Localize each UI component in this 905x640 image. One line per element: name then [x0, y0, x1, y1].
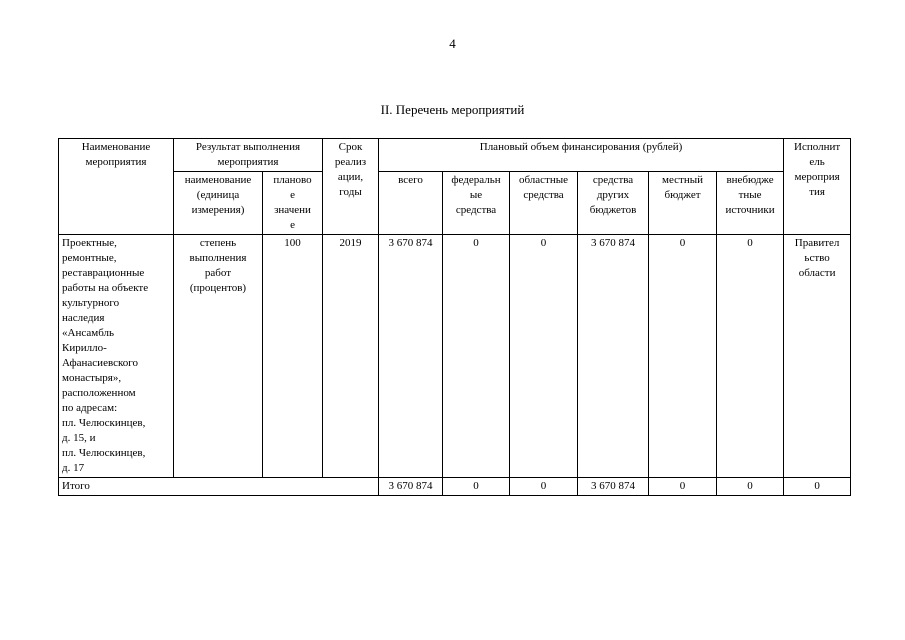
total-regional: 0 [510, 478, 578, 496]
header-funding: Плановый объем финансирования (рублей) [379, 139, 784, 172]
header-row-2 [59, 172, 851, 235]
header-federal: федеральн ые средства [443, 172, 510, 235]
cell-result-planned: 100 [263, 235, 323, 478]
header-result: Результат выполнения мероприятия [174, 139, 323, 172]
header-activity-name: Наименование мероприятия [59, 139, 174, 235]
table-row [59, 235, 851, 478]
header-other-budgets: средства других бюджетов [578, 172, 649, 235]
section-title: II. Перечень мероприятий [380, 102, 525, 117]
header-executor: Исполнит ель мероприя тия [784, 139, 851, 235]
header-local: местный бюджет [649, 172, 717, 235]
total-other-budgets: 3 670 874 [578, 478, 649, 496]
cell-local: 0 [649, 235, 717, 478]
activities-table [58, 138, 851, 496]
header-regional: областные средства [510, 172, 578, 235]
total-executor: 0 [784, 478, 851, 496]
header-result-planned: планово е значени е [263, 172, 323, 235]
header-total: всего [379, 172, 443, 235]
cell-activity-name: Проектные, ремонтные, реставрационные работы на объекте культурного наследия «Ансамбль Кирилло- Афанасиевского монастыря», расположенном по адресам: пл. Челюскинцев, д. 15, и пл. Челюскинцев, д. 17 [59, 235, 174, 478]
total-federal: 0 [443, 478, 510, 496]
page-number: 4 [449, 36, 456, 51]
header-row-1 [59, 139, 851, 172]
cell-total: 3 670 874 [379, 235, 443, 478]
cell-deadline: 2019 [323, 235, 379, 478]
total-sum: 3 670 874 [379, 478, 443, 496]
header-result-name: наименование (единица измерения) [174, 172, 263, 235]
total-local: 0 [649, 478, 717, 496]
cell-result-name: степень выполнения работ (процентов) [174, 235, 263, 478]
cell-extrabudget: 0 [717, 235, 784, 478]
total-extrabudget: 0 [717, 478, 784, 496]
cell-executor: Правител ьство области [784, 235, 851, 478]
cell-regional: 0 [510, 235, 578, 478]
total-row [59, 478, 851, 496]
cell-other-budgets: 3 670 874 [578, 235, 649, 478]
total-label: Итого [59, 478, 379, 496]
header-deadline: Срок реализ ации, годы [323, 139, 379, 235]
cell-federal: 0 [443, 235, 510, 478]
header-extrabudget: внебюдже тные источники [717, 172, 784, 235]
